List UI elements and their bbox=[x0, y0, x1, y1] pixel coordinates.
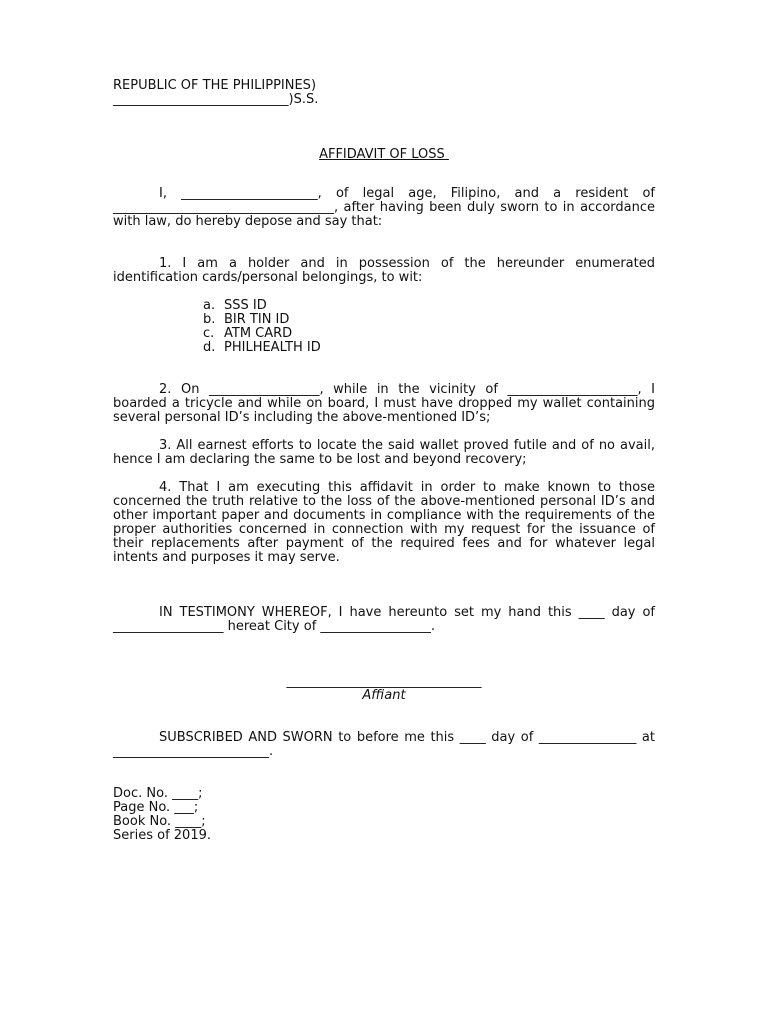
list-item-marker: d. bbox=[203, 340, 216, 355]
testimony-paragraph: IN TESTIMONY WHEREOF, I have hereunto set my hand this ____ day of _________________ hereat City of _________________. bbox=[113, 605, 655, 634]
list-item-text: PHILHEALTH ID bbox=[224, 340, 321, 355]
paragraph-4: 4. That I am executing this affidavit in order to make known to those concerned the truth relative to the loss of the above-mentioned personal ID’s and other important paper and documents in compliance with the requirements of the proper authorities concerned in connection with my request for the issuance of their replacements after payment of the required fees and for whatever legal intents and purposes it may serve. bbox=[113, 480, 655, 565]
caption-ss-line: ___________________________)S.S. bbox=[113, 92, 319, 107]
paragraph-3: 3. All earnest efforts to locate the said wallet proved futile and of no avail, hence I am declaring the same to be lost and beyond recovery; bbox=[113, 438, 655, 467]
list-item-marker: b. bbox=[203, 312, 216, 327]
paragraph-2: 2. On _________________, while in the vicinity of ____________________, I boarded a tricycle and while on board, I must have dropped my wallet containing several personal ID’s including the above-mentioned ID’s; bbox=[113, 382, 655, 425]
notary-register bbox=[113, 787, 655, 843]
affidavit-document bbox=[113, 79, 655, 843]
list-item bbox=[203, 327, 655, 341]
signature-block bbox=[113, 675, 655, 703]
paragraph-1: 1. I am a holder and in possession of the hereunder enumerated identification cards/personal belongings, to wit: bbox=[113, 256, 655, 285]
caption-republic-line: REPUBLIC OF THE PHILIPPINES) bbox=[113, 78, 317, 93]
list-item bbox=[203, 341, 655, 355]
lost-items-list bbox=[113, 299, 655, 355]
intro-paragraph: I, _____________________, of legal age, Filipino, and a resident of __________________________________, after having been duly sworn to in accordance with law, do hereby depose and say that: bbox=[113, 186, 655, 229]
book-number: Book No. ____; bbox=[113, 814, 206, 829]
list-item-text: ATM CARD bbox=[224, 326, 293, 341]
list-item bbox=[203, 313, 655, 327]
doc-number: Doc. No. ____; bbox=[113, 786, 203, 801]
affiant-label: Affiant bbox=[362, 688, 406, 703]
list-item-marker: c. bbox=[203, 326, 215, 341]
list-item-text: SSS ID bbox=[224, 298, 267, 313]
venue-caption bbox=[113, 79, 655, 107]
list-item-text: BIR TIN ID bbox=[224, 312, 290, 327]
signature-line: ______________________________ bbox=[286, 674, 482, 689]
series-year: Series of 2019. bbox=[113, 828, 211, 843]
page-number: Page No. ___; bbox=[113, 800, 199, 815]
list-item-marker: a. bbox=[203, 298, 216, 313]
sworn-paragraph: SUBSCRIBED AND SWORN to before me this ____ day of _______________ at ________________________. bbox=[113, 730, 655, 759]
list-item bbox=[203, 299, 655, 313]
document-title: AFFIDAVIT OF LOSS bbox=[319, 147, 449, 162]
